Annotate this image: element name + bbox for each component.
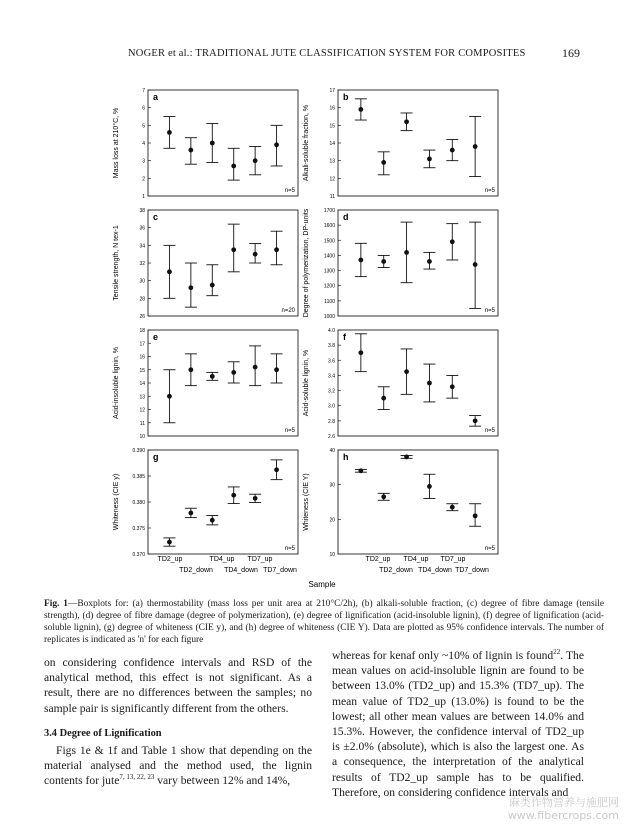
y-tick-label: 4.0 bbox=[328, 328, 335, 334]
y-tick-label: 0.375 bbox=[132, 526, 145, 532]
y-tick-label: 13 bbox=[139, 394, 145, 401]
y-tick-label: 4 bbox=[142, 141, 145, 147]
mean-point bbox=[253, 158, 258, 163]
replicate-count-label: n=5 bbox=[484, 188, 495, 194]
mean-point bbox=[358, 350, 363, 355]
panel-letter: c bbox=[153, 212, 159, 222]
y-tick-label: 3.6 bbox=[328, 358, 335, 365]
panel-letter: g bbox=[153, 452, 159, 462]
mean-point bbox=[358, 468, 363, 473]
page-number: 169 bbox=[562, 46, 580, 60]
y-tick-label: 6 bbox=[142, 105, 145, 112]
panel-f bbox=[303, 328, 498, 440]
x-label-upper-left-1: TD2_up bbox=[157, 556, 183, 563]
panel-letter: e bbox=[153, 332, 159, 342]
y-tick-label: 38 bbox=[139, 208, 145, 214]
y-axis-label: Acid-insoluble lignin, % bbox=[113, 347, 120, 419]
replicate-count-label: n=5 bbox=[484, 428, 495, 434]
panel-letter: h bbox=[343, 452, 349, 462]
panel-frame bbox=[148, 210, 298, 316]
y-tick-label: 12 bbox=[329, 176, 335, 183]
x-label-lower-left-3: TD7_down bbox=[263, 567, 297, 574]
y-axis-label: Tensile strength, N tex-1 bbox=[113, 225, 120, 301]
x-axis-title: Sample bbox=[308, 580, 336, 589]
panel-letter: f bbox=[343, 332, 346, 342]
y-tick-label: 3.8 bbox=[328, 343, 335, 350]
y-axis-label: Alkali-soluble fraction, % bbox=[303, 104, 310, 182]
y-tick-label: 13 bbox=[329, 158, 335, 165]
mean-point bbox=[231, 370, 236, 375]
y-tick-label: 1700 bbox=[323, 208, 335, 214]
y-tick-label: 2 bbox=[142, 176, 145, 183]
mean-point bbox=[188, 148, 193, 153]
y-tick-label: 30 bbox=[329, 482, 335, 489]
y-tick-label: 2.6 bbox=[328, 434, 335, 440]
y-tick-label: 1500 bbox=[323, 238, 335, 245]
replicate-count-label: n=5 bbox=[484, 308, 495, 314]
x-label-lower-left-1: TD2_down bbox=[179, 567, 213, 574]
y-tick-label: 1300 bbox=[323, 268, 335, 275]
y-tick-label: 26 bbox=[139, 314, 145, 320]
panel-letter: d bbox=[343, 212, 349, 222]
panel-frame bbox=[338, 90, 498, 196]
panel-frame bbox=[338, 450, 498, 554]
y-axis-label: Mass loss at 210°C, % bbox=[113, 107, 120, 179]
replicate-count-label: n=20 bbox=[281, 308, 295, 314]
panel-g bbox=[113, 448, 298, 558]
mean-point bbox=[427, 259, 432, 264]
y-tick-label: 14 bbox=[139, 381, 145, 387]
y-axis-label: Whiteness (CIE Y) bbox=[303, 473, 310, 531]
y-tick-label: 1 bbox=[142, 194, 145, 200]
mean-point bbox=[274, 367, 279, 372]
y-tick-label: 0.380 bbox=[132, 500, 145, 506]
mean-point bbox=[381, 259, 386, 264]
y-tick-label: 30 bbox=[139, 278, 145, 285]
mean-point bbox=[167, 130, 172, 135]
paragraph-text: whereas for kenaf only ~10% of lignin is found bbox=[332, 649, 554, 662]
paragraph bbox=[332, 648, 584, 800]
mean-point bbox=[167, 394, 172, 399]
x-label-upper-right-2: TD4_up bbox=[403, 556, 429, 563]
y-tick-label: 0.390 bbox=[132, 448, 145, 454]
mean-point bbox=[427, 157, 432, 162]
x-axis-sample-labels bbox=[158, 556, 489, 574]
mean-point bbox=[274, 247, 279, 252]
panel-letter: a bbox=[153, 92, 159, 102]
mean-point bbox=[188, 511, 193, 516]
figure-caption bbox=[44, 598, 604, 646]
panel-a bbox=[112, 88, 298, 200]
y-tick-label: 12 bbox=[139, 407, 145, 414]
x-label-upper-right-3: TD7_up bbox=[440, 556, 466, 563]
x-label-upper-left-2: TD4_up bbox=[209, 556, 235, 563]
mean-point bbox=[210, 374, 215, 379]
y-tick-label: 0.385 bbox=[132, 474, 145, 480]
mean-point bbox=[450, 384, 455, 389]
mean-point bbox=[210, 141, 215, 146]
mean-point bbox=[253, 365, 258, 370]
x-label-lower-right-1: TD2_down bbox=[379, 567, 413, 574]
mean-point bbox=[473, 144, 478, 149]
mean-point bbox=[404, 250, 409, 255]
paragraph: on considering confidence intervals and RSD of the analytical method, this effect is not significant. As a result, there are no differences between the samples; no sample pair is significantly different from the others. bbox=[44, 656, 312, 715]
y-tick-label: 17 bbox=[139, 341, 145, 348]
y-tick-label: 5 bbox=[142, 123, 145, 130]
y-tick-label: 3.2 bbox=[328, 388, 335, 395]
mean-point bbox=[473, 418, 478, 423]
x-label-upper-left-3: TD7_up bbox=[247, 556, 273, 563]
citation-superscript: 7, 13, 22, 23 bbox=[119, 773, 155, 782]
mean-point bbox=[253, 252, 258, 257]
y-tick-label: 1600 bbox=[323, 223, 335, 230]
paragraph bbox=[44, 743, 312, 789]
y-tick-label: 3.4 bbox=[328, 373, 335, 380]
panel-letter: b bbox=[343, 92, 349, 102]
panel-d bbox=[303, 208, 498, 320]
y-axis-label: Acid-soluble lignin, % bbox=[303, 349, 310, 417]
y-tick-label: 14 bbox=[329, 141, 335, 147]
panel-h bbox=[303, 448, 498, 558]
y-tick-label: 1400 bbox=[323, 253, 335, 260]
mean-point bbox=[381, 396, 386, 401]
section-heading: 3.4 Degree of Lignification bbox=[44, 727, 162, 739]
paragraph-text: Figs 1e & 1f and Table 1 show that depending on the material analysed and the method used, the lignin contents for jute bbox=[44, 744, 312, 788]
panel-e bbox=[113, 328, 298, 440]
watermark-line-1: 麻类作物营养与施肥网 bbox=[509, 796, 619, 809]
mean-point bbox=[358, 258, 363, 263]
replicate-count-label: n=5 bbox=[284, 546, 295, 552]
mean-point bbox=[231, 493, 236, 498]
caption-text: —Boxplots for: (a) thermostability (mass loss per unit area at 210°C/2h), (b) alkali-soluble fraction, (c) degree of fibre damage (tensile strength), (d) degree of fibre damage (degree of polymerization), (e) degree of lignification (acid-insoluble lignin), (f) degree of lignification (acid-soluble lignin), (g) degree of whiteness (CIE y), and (h) degree of whiteness (CIE Y). Data are plotted as 95% confidence intervals. The number of replicates is indicated as 'n' for each figure bbox=[44, 599, 604, 645]
body-column-right bbox=[332, 648, 584, 800]
y-tick-label: 18 bbox=[139, 328, 145, 334]
mean-point bbox=[253, 496, 258, 501]
running-head: NOGER et al.: TRADITIONAL JUTE CLASSIFICATION SYSTEM FOR COMPOSITES bbox=[128, 48, 526, 59]
y-tick-label: 3 bbox=[142, 158, 145, 165]
mean-point bbox=[210, 518, 215, 523]
mean-point bbox=[381, 494, 386, 499]
y-tick-label: 36 bbox=[139, 225, 145, 232]
mean-point bbox=[358, 107, 363, 112]
mean-point bbox=[381, 160, 386, 165]
y-tick-label: 11 bbox=[139, 420, 145, 427]
y-axis-label: Degree of polymerization, DP-units bbox=[303, 208, 310, 318]
mean-point bbox=[188, 285, 193, 290]
y-tick-label: 28 bbox=[139, 296, 145, 303]
x-label-upper-right-1: TD2_up bbox=[365, 556, 391, 563]
mean-point bbox=[473, 513, 478, 518]
y-tick-label: 1200 bbox=[323, 283, 335, 290]
watermark-line-2: www.fibercrops.com bbox=[507, 809, 619, 822]
y-tick-label: 15 bbox=[329, 123, 335, 130]
mean-point bbox=[188, 367, 193, 372]
mean-point bbox=[404, 119, 409, 124]
mean-point bbox=[210, 283, 215, 288]
replicate-count-label: n=5 bbox=[484, 546, 495, 552]
paragraph-text: . The mean values on acid-insoluble lignin are found to be between 13.0% (TD2_up) and 15.3% (TD7_up). The mean value of TD2_up (13.0%) is found to be the lowest; all other mean values are between 14.0% and 15.3%. However, the confidence interval of TD2_up is ±2.0% (absolute), which is also the largest one. As a consequence, the interpretation of the analytical results of TD2_up sample has to be qualified. Therefore, on considering confidence intervals and bbox=[332, 649, 584, 799]
y-tick-label: 10 bbox=[139, 434, 145, 440]
panel-c bbox=[113, 208, 298, 320]
mean-point bbox=[404, 455, 409, 460]
y-tick-label: 16 bbox=[139, 354, 145, 361]
body-column-left bbox=[44, 655, 312, 789]
mean-point bbox=[450, 505, 455, 510]
mean-point bbox=[231, 247, 236, 252]
y-tick-label: 11 bbox=[329, 194, 335, 200]
citation-superscript: 22 bbox=[553, 648, 561, 657]
paragraph-text: vary between 12% and 14%, bbox=[154, 774, 291, 788]
figure-panels bbox=[112, 88, 498, 558]
replicate-count-label: n=5 bbox=[284, 428, 295, 434]
mean-point bbox=[450, 148, 455, 153]
x-label-lower-right-3: TD7_down bbox=[455, 567, 489, 574]
mean-point bbox=[167, 540, 172, 545]
panel-frame bbox=[148, 450, 298, 554]
mean-point bbox=[167, 269, 172, 274]
y-axis-label: Whiteness (CIE y) bbox=[113, 473, 120, 531]
mean-point bbox=[231, 164, 236, 169]
y-tick-label: 17 bbox=[329, 88, 335, 94]
x-label-lower-left-2: TD4_down bbox=[224, 567, 258, 574]
mean-point bbox=[427, 381, 432, 386]
mean-point bbox=[274, 467, 279, 472]
panel-b bbox=[303, 88, 498, 200]
y-tick-label: 16 bbox=[329, 105, 335, 112]
y-tick-label: 2.8 bbox=[328, 418, 335, 425]
y-tick-label: 15 bbox=[139, 367, 145, 374]
y-tick-label: 1100 bbox=[324, 298, 335, 305]
mean-point bbox=[274, 142, 279, 147]
mean-point bbox=[404, 369, 409, 374]
caption-label: Fig. 1 bbox=[44, 599, 68, 609]
y-tick-label: 20 bbox=[329, 517, 335, 524]
y-tick-label: 1000 bbox=[323, 314, 335, 320]
mean-point bbox=[427, 484, 432, 489]
y-tick-label: 34 bbox=[139, 243, 145, 250]
y-tick-label: 3.0 bbox=[328, 403, 335, 410]
y-tick-label: 10 bbox=[329, 552, 335, 558]
y-tick-label: 32 bbox=[139, 261, 145, 267]
mean-point bbox=[450, 239, 455, 244]
replicate-count-label: n=5 bbox=[284, 188, 295, 194]
y-tick-label: 0.370 bbox=[132, 552, 145, 558]
mean-point bbox=[473, 262, 478, 267]
watermark bbox=[508, 796, 619, 822]
y-tick-label: 7 bbox=[142, 88, 145, 94]
y-tick-label: 40 bbox=[329, 448, 335, 454]
x-label-lower-right-2: TD4_down bbox=[418, 567, 452, 574]
